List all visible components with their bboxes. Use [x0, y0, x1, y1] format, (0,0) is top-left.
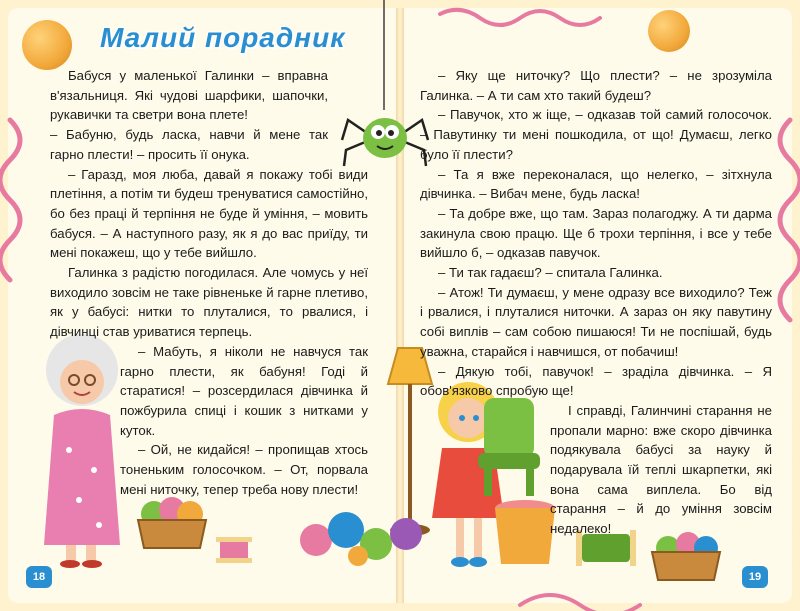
page-title: Малий порадник [100, 22, 346, 53]
right-text-column [420, 66, 772, 539]
paragraph: – Та я вже переконалася, що нелегко, – зітхнула дівчинка. – Вибач мене, будь ласка! [420, 166, 772, 202]
yarn-ball-icon [648, 10, 690, 52]
paragraph: – Та добре вже, що там. Зараз полагоджу. А ти дарма закинула свою працю. Ще б трохи терпіння, і все у тебе вийшло б, – одказав павучок. [420, 205, 772, 261]
paragraph: – Мабуть, я ніколи не навчуся так гарно плести, як бабуня! Годі й старатися! – розсердилася дівчинка й пожбурила спиці і кошик з нитками у куток. [120, 343, 368, 438]
thread-spool-icon [216, 535, 252, 565]
paragraph: – Атож! Ти думаєш, у мене одразу все виходило? Теж і рвалися, і плуталися ниточки. А зараз он яку павутину собі виплів – сам собою пишаюся! Ти не поспішай, будь уважна, старайся і навчишся, от побачиш! [420, 284, 772, 359]
paragraph: Бабуся у маленької Галинки – вправна в'язальниця. Які чудові шарфики, шапочки, рукавички та светри вона плете! [50, 68, 328, 123]
paragraph: – Дякую тобі, павучок! – зраділа дівчинка. – Я обов'язково спробую ще! [420, 363, 772, 399]
paragraph: – Яку ще ниточку? Що плести? – не зрозуміла Галинка. – А ти сам хто такий будеш? [420, 68, 772, 103]
paragraph: – Павучок, хто ж іще, – одказав той самий голосочок. – Павутинку ти мені пошкодила, от що! Думаєш, легко було її плести? [420, 107, 772, 162]
page-number-right: 19 [742, 566, 768, 588]
yarn-pile-illustration [296, 500, 436, 570]
paragraph: – Бабуню, будь ласка, навчи й мене так гарно плести! – просить її онука. [50, 127, 328, 162]
paragraph: І справді, Галинчині старання не пропали марно: вже скоро дівчинка подякувала бабусі за науку й подарувала їй теплі шкарпетки, які вона сама виплела. Бо від старання – й до уміння зовсім недалеко! [550, 402, 772, 537]
paragraph: Галинка з радістю погодилася. Але чомусь у неї виходило зовсім не таке рівненьке й гарне плетиво, як у бабусі: нитки то плуталися, то рвалися, і дівчинці став уриватися терпець. [50, 265, 368, 340]
basket-icon [132, 492, 212, 552]
paragraph: – Ти так гадаєш? – спитала Галинка. [438, 265, 663, 281]
left-text-column [50, 66, 368, 499]
paragraph: – Ой, не кидайся! – пропищав хтось тоненьким голосочком. – От, порвала мені ниточку, тепер треба нову плести! [120, 442, 368, 497]
page-number-left: 18 [26, 566, 52, 588]
yarn-ball-icon [22, 20, 72, 70]
paragraph: – Гаразд, моя люба, давай я покажу тобі види плетіння, а потім ти будеш тренуватися самостійно, бо без праці й терпіння не буде й уміння, – мовить бабуся. – А наступного разу, як я до вас приїду, ти мені покажеш, що у тебе вийшло. [50, 166, 368, 261]
